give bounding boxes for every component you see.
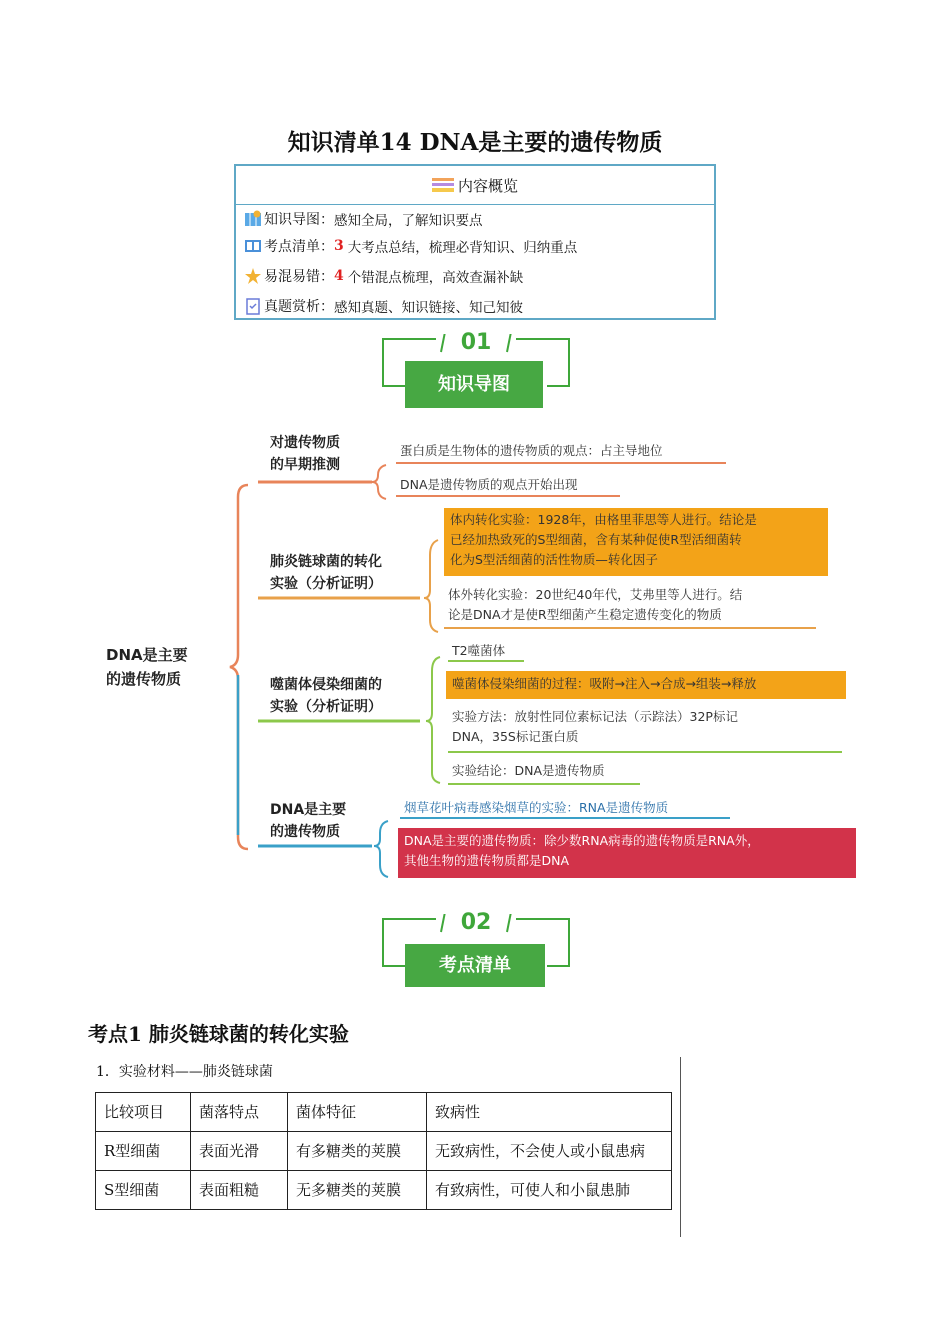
leaf-infection-process: 噬菌体侵染细菌的过程：吸附→注入→合成→组装→释放: [446, 671, 846, 699]
leaf-line: DNA是主要的遗传物质：除少数RNA病毒的遗传物质是RNA外，: [404, 833, 760, 848]
badge-label: 知识导图: [405, 361, 543, 408]
overview-row-exams: [244, 296, 523, 316]
table-cell: 无多糖类的荚膜: [288, 1171, 427, 1210]
branch-pneumococcus: [270, 551, 382, 595]
table-header-cell: 菌体特征: [288, 1093, 427, 1132]
leaf-line: 体外转化实验：20世纪40年代，艾弗里等人进行。结: [448, 587, 743, 602]
branch-early-speculation: [270, 432, 340, 476]
page-title: 知识清单14 DNA是主要的遗传物质: [287, 129, 663, 156]
branch-phage: [270, 674, 382, 718]
root-line: DNA是主要: [106, 646, 188, 664]
overview-row-num: 3: [334, 238, 344, 254]
branch-line: 肺炎链球菌的转化: [270, 554, 382, 570]
comparison-table: [95, 1092, 672, 1210]
overview-row-desc: 大考点总结，梳理必背知识、归纳重点: [347, 240, 578, 256]
badge-number: 01: [460, 330, 492, 355]
leaf-conclusion: 实验结论：DNA是遗传物质: [452, 763, 605, 778]
section-badge-02: [381, 910, 571, 990]
leaf-tmv: 烟草花叶病毒感染烟草的实验：RNA是遗传物质: [404, 800, 669, 815]
overview-row-desc: 感知全局，了解知识要点: [334, 213, 483, 229]
leaf-in-vitro: [448, 585, 742, 625]
table-cell: 表面光滑: [191, 1132, 288, 1171]
table-header-cell: 致病性: [427, 1093, 672, 1132]
clipboard-icon: [244, 297, 262, 315]
table-row: [96, 1171, 672, 1210]
overview-row-desc: 感知真题、知识链接、知己知彼: [334, 300, 523, 316]
table-cell: 表面粗糙: [191, 1171, 288, 1210]
leaf-line: 论是DNA才是使R型细菌产生稳定遗传变化的物质: [448, 607, 722, 622]
mind-map-root: [106, 643, 188, 691]
table-cell: S型细菌: [96, 1171, 191, 1210]
table-cell: 无致病性，不会使人或小鼠患病: [427, 1132, 672, 1171]
section-heading: 考点1 肺炎链球菌的转化实验: [88, 1022, 349, 1046]
table-cell: 有致病性，可使人和小鼠患肺: [427, 1171, 672, 1210]
margin-line: [680, 1057, 681, 1237]
leaf-line: DNA，35S标记蛋白质: [452, 729, 579, 744]
leaf-line: 实验方法：放射性同位素标记法（示踪法）32P标记: [452, 709, 738, 724]
map-icon: [244, 210, 262, 228]
overview-row-mistakes: [244, 266, 523, 286]
branch-line: 实验（分析证明）: [270, 699, 382, 715]
overview-row-num: 4: [334, 268, 344, 284]
overview-row-label: 知识导图：: [264, 212, 334, 228]
badge-label: 考点清单: [405, 944, 545, 987]
overview-row-desc: 个错混点梳理，高效查漏补缺: [347, 270, 524, 286]
branch-line: 对遗传物质: [270, 435, 340, 451]
badge-number: 02: [460, 910, 492, 935]
overview-row-label: 真题赏析：: [264, 299, 334, 315]
branch-line: 的遗传物质: [270, 824, 340, 840]
section-subheading: 1．实验材料——肺炎链球菌: [96, 1064, 273, 1080]
section-badge-01: [381, 330, 571, 410]
book-icon: [244, 237, 262, 255]
leaf-protein-view: 蛋白质是生物体的遗传物质的观点：占主导地位: [400, 443, 663, 458]
overview-row-label: 考点清单：: [264, 239, 334, 255]
branch-line: 实验（分析证明）: [270, 576, 382, 592]
table-header-cell: 菌落特点: [191, 1093, 288, 1132]
root-line: 的遗传物质: [106, 670, 182, 688]
leaf-line: 已经加热致死的S型细菌，含有某种促使R型活细菌转: [450, 532, 742, 547]
branch-line: 的早期推测: [270, 457, 340, 473]
leaf-in-vivo: [444, 508, 828, 576]
overview-box: [234, 164, 716, 320]
list-icon: [432, 178, 454, 192]
overview-row-checklist: [244, 236, 577, 256]
overview-header: [236, 166, 714, 205]
branch-dna-main: [270, 799, 346, 843]
leaf-dna-view: DNA是遗传物质的观点开始出现: [400, 477, 578, 492]
table-header-cell: 比较项目: [96, 1093, 191, 1132]
table-header-row: [96, 1093, 672, 1132]
overview-row-label: 易混易错：: [264, 269, 334, 285]
table-row: [96, 1132, 672, 1171]
table-cell: 有多糖类的荚膜: [288, 1132, 427, 1171]
leaf-dna-main: [398, 828, 856, 878]
leaf-method: [452, 707, 738, 747]
branch-line: DNA是主要: [270, 802, 347, 818]
leaf-line: 体内转化实验：1928年，由格里菲思等人进行。结论是: [450, 512, 757, 527]
table-cell: R型细菌: [96, 1132, 191, 1171]
leaf-line: 化为S型活细菌的活性物质—转化因子: [450, 552, 658, 567]
leaf-t2-phage: T2噬菌体: [452, 643, 506, 658]
branch-line: 噬菌体侵染细菌的: [270, 677, 382, 693]
leaf-line: 其他生物的遗传物质都是DNA: [404, 853, 570, 868]
overview-header-label: 内容概览: [457, 176, 518, 195]
overview-row-mindmap: [244, 209, 483, 229]
star-icon: [244, 267, 262, 285]
